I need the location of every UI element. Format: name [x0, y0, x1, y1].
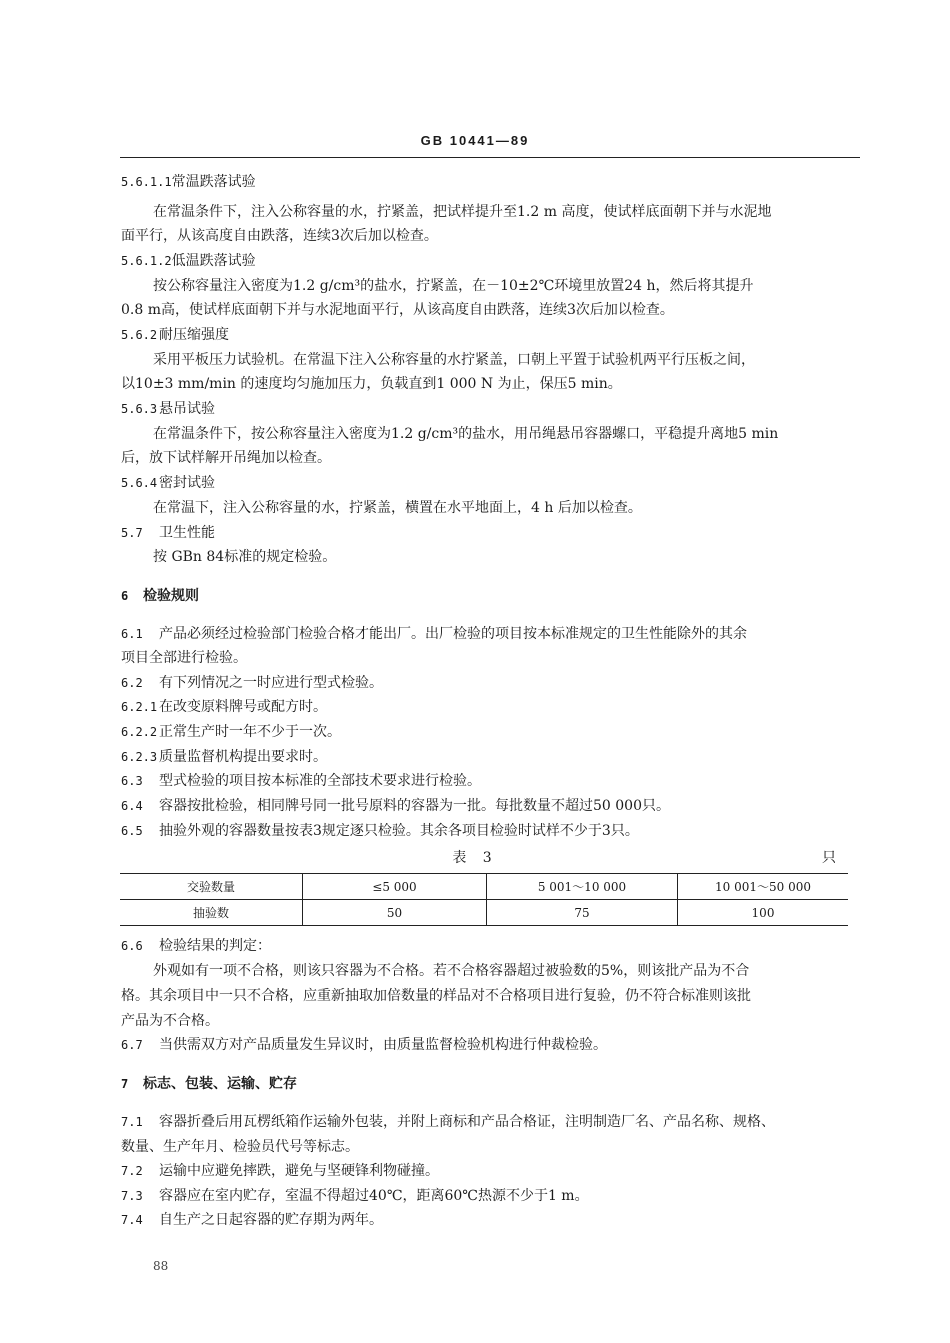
- table-row: [120, 900, 848, 926]
- paragraph-line: 按公称容量注入密度为1.2 g/cm³的盐水，拧紧盖，在－10±2℃环境里放置24 h，然后将其提升: [153, 278, 754, 294]
- clause-5-6-4: 5.6.4 密封试验: [121, 475, 215, 491]
- table-cell: 5 001～10 000: [487, 874, 678, 900]
- clause-7-2: 7.2 运输中应避免摔跌，避免与坚硬锋利物碰撞。: [121, 1163, 439, 1179]
- clause-6-4: 6.4 容器按批检验，相同牌号同一批号原料的容器为一批。每批数量不超过50 000只。: [121, 798, 670, 814]
- clause-6-2-2: 6.2.2 正常生产时一年不少于一次。: [121, 724, 341, 740]
- paragraph-line: 数量、生产年月、检验员代号等标志。: [121, 1139, 359, 1155]
- table-cell: 100: [678, 900, 849, 926]
- paragraph-line: 产品为不合格。: [121, 1013, 219, 1029]
- paragraph-line: 项目全部进行检验。: [121, 650, 247, 666]
- paragraph-line: 采用平板压力试验机。在常温下注入公称容量的水拧紧盖，口朝上平置于试验机两平行压板之间，: [153, 352, 755, 368]
- table-cell: 交验数量: [120, 874, 303, 900]
- clause-7-4: 7.4 自生产之日起容器的贮存期为两年。: [121, 1212, 383, 1228]
- clause-7-3: 7.3 容器应在室内贮存，室温不得超过40℃，距离60℃热源不少于1 m。: [121, 1188, 589, 1204]
- clause-5-6-1-1: 5.6.1.1常温跌落试验: [121, 174, 256, 190]
- paragraph-line: 后，放下试样解开吊绳加以检查。: [121, 450, 331, 466]
- section-6-heading: 6 检验规则: [121, 588, 199, 604]
- section-7-heading: 7 标志、包装、运输、贮存: [121, 1076, 297, 1092]
- clause-6-2-1: 6.2.1 在改变原料牌号或配方时。: [121, 699, 327, 715]
- paragraph-line: 0.8 m高，使试样底面朝下并与水泥地面平行，从该高度自由跌落，连续3次后加以检查。: [121, 302, 674, 318]
- table-caption: 表 3: [452, 850, 498, 866]
- paragraph-line: 在常温条件下，注入公称容量的水，拧紧盖，把试样提升至1.2 m 高度，使试样底面朝下并与水泥地: [153, 204, 772, 220]
- clause-6-2: 6.2 有下列情况之一时应进行型式检验。: [121, 675, 383, 691]
- paragraph-line: 按 GBn 84标准的规定检验。: [153, 549, 337, 565]
- paragraph-line: 面平行，从该高度自由跌落，连续3次后加以检查。: [121, 228, 438, 244]
- clause-6-2-3: 6.2.3 质量监督机构提出要求时。: [121, 749, 327, 765]
- table-cell: ≤5 000: [303, 874, 487, 900]
- table-cell: 75: [487, 900, 678, 926]
- clause-6-7: 6.7 当供需双方对产品质量发生异议时，由质量监督检验机构进行仲裁检验。: [121, 1037, 607, 1053]
- clause-7-1: 7.1 容器折叠后用瓦楞纸箱作运输外包装，并附上商标和产品合格证，注明制造厂名、产品名称、规格、: [121, 1114, 775, 1130]
- table-row: [120, 874, 848, 900]
- clause-5-6-3: 5.6.3 悬吊试验: [121, 401, 215, 417]
- clause-5-6-1-2: 5.6.1.2低温跌落试验: [121, 253, 256, 269]
- standard-code-header: GB 10441—89: [420, 133, 530, 148]
- clause-5-6-2: 5.6.2 耐压缩强度: [121, 327, 229, 343]
- table-cell: 50: [303, 900, 487, 926]
- table-cell: 抽验数: [120, 900, 303, 926]
- clause-6-1: 6.1 产品必须经过检验部门检验合格才能出厂。出厂检验的项目按本标准规定的卫生性能除外的其余: [121, 626, 747, 642]
- paragraph-line: 格。其余项目中一只不合格，应重新抽取加倍数量的样品对不合格项目进行复验，仍不符合标准则该批: [121, 988, 751, 1004]
- paragraph-line: 外观如有一项不合格，则该只容器为不合格。若不合格容器超过被验数的5%，则该批产品为不合: [153, 963, 750, 979]
- table-cell: 10 001～50 000: [678, 874, 849, 900]
- clause-6-5: 6.5 抽验外观的容器数量按表3规定逐只检验。其余各项目检验时试样不少于3只。: [121, 823, 639, 839]
- paragraph-line: 以10±3 mm/min 的速度均匀施加压力，负载直到1 000 N 为止，保压5 min。: [121, 376, 622, 392]
- clause-6-6: 6.6 检验结果的判定：: [121, 938, 271, 954]
- page-number: 88: [153, 1259, 169, 1273]
- header-rule: [120, 157, 860, 158]
- inspection-quantity-table: [120, 873, 848, 926]
- clause-6-3: 6.3 型式检验的项目按本标准的全部技术要求进行检验。: [121, 773, 481, 789]
- clause-5-7: 5.7 卫生性能: [121, 525, 215, 541]
- paragraph-line: 在常温条件下，按公称容量注入密度为1.2 g/cm³的盐水，用吊绳悬吊容器螺口，平稳提升离地5 min: [153, 426, 779, 442]
- table-unit: 只: [822, 850, 836, 866]
- paragraph-line: 在常温下，注入公称容量的水，拧紧盖，横置在水平地面上，4 h 后加以检查。: [153, 500, 642, 516]
